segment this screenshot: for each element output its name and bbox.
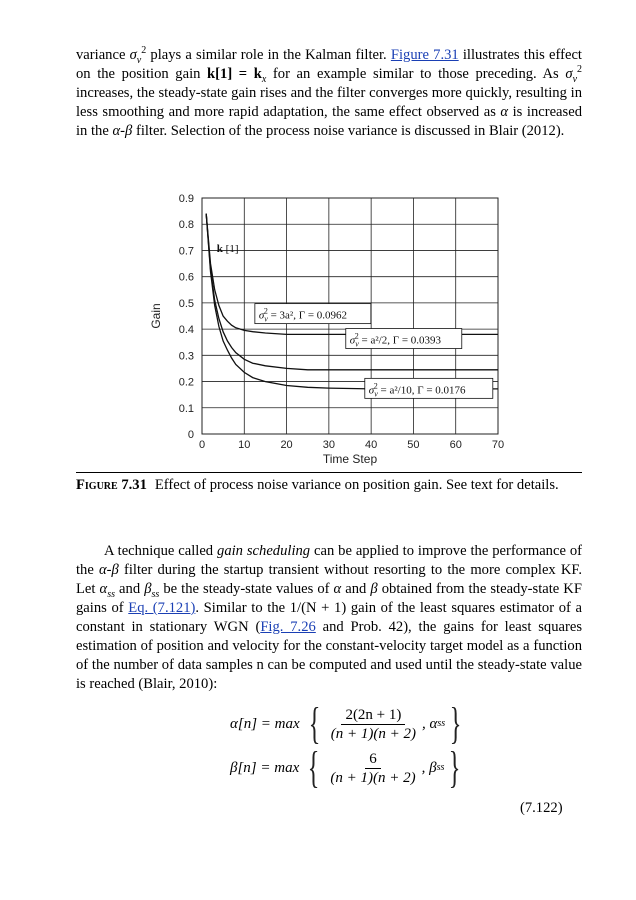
x-tick-label: 70: [491, 439, 505, 451]
subscript-ss: ss: [107, 588, 115, 600]
alpha-denominator: (n + 1)(n + 2): [330, 725, 417, 742]
y-tick-label: 0.9: [178, 193, 194, 205]
text-span: illustrates this effect on the position gain: [76, 47, 582, 82]
beta-symbol: β: [144, 581, 152, 597]
y-tick-label: 0.3: [178, 350, 194, 363]
text-span: for an example similar to those preceding. As: [272, 66, 559, 82]
term-gain-scheduling: gain scheduling: [217, 543, 311, 559]
text-span: obtained from the steady-state KF gains of: [76, 581, 582, 616]
alpha-symbol: α: [500, 104, 509, 120]
equation-beta: β[n] = max { $\frac{6}{(n + 1)(n + 2)}$ , β ss }: [230, 743, 461, 792]
y-tick-label: 0.1: [178, 402, 194, 415]
series-label-3: $\sigma_v2 = a^2/10$, Γ = 0.0176: [368, 381, 466, 399]
text-span: and: [119, 581, 141, 597]
alpha-numerator: 2(2n + 1): [341, 706, 405, 725]
chart-curves: [206, 214, 498, 389]
annotation-k1: k [1]: [216, 242, 239, 255]
x-tick-label: 20: [280, 439, 293, 451]
x-axis-label: Time Step: [322, 452, 378, 466]
caption-text: Effect of process noise variance on position gain. See text for details.: [154, 477, 559, 493]
gain-expression: k[1] = k: [207, 66, 262, 82]
y-tick-label: 0.6: [178, 271, 194, 284]
y-tick-label: 0: [187, 429, 194, 441]
x-tick-label: 0: [198, 439, 206, 451]
alpha-ss: , α: [422, 715, 438, 732]
text-span: be the steady-state values of: [163, 581, 330, 597]
beta-ss: , β: [421, 759, 437, 776]
x-tick-label: 40: [365, 439, 378, 451]
caption-rule: [76, 472, 582, 473]
caption-label: Figure 7.31: [76, 477, 147, 493]
x-tick-label: 10: [238, 439, 251, 451]
equation-link[interactable]: Eq. (7.121): [128, 600, 196, 616]
y-tick-label: 0.4: [178, 324, 194, 337]
y-tick-label: 0.5: [178, 297, 194, 310]
text-span: can be applied to improve the performance of the: [76, 543, 582, 578]
text-span: plays a similar role in the Kalman filter.: [150, 47, 387, 63]
figure-caption: [76, 476, 582, 495]
x-tick-label: 50: [407, 439, 420, 451]
text-span: . Similar to the 1/(N + 1) gain of the least squares estimator of a constant in stationary WGN (: [76, 600, 582, 635]
series-label-2: $\sigma_v2 = a^2/2$, Γ = 0.0393: [349, 331, 442, 349]
text-span: filter during the startup transient without resorting to the more complex KF. Let: [76, 562, 583, 597]
text-span: increases, the steady-state gain rises and the filter converges more quickly, resulting in less smoothing and more rapid adaptation, the same effect observed as: [76, 85, 582, 120]
equation-number: (7.122): [520, 800, 563, 816]
alpha-beta-symbol: α-β: [99, 562, 119, 578]
alpha-lhs: α[n] = max: [230, 715, 300, 732]
y-tick-label: 0.7: [178, 245, 194, 258]
x-tick-label: 30: [322, 439, 335, 451]
alpha-symbol: α: [99, 581, 108, 597]
text-span: and Prob. 42), the gains for least squares estimation of position and velocity for the constant-velocity target model as a function of the number of data samples n can be computed and used until the steady-state value is reached (Blair, 2010):: [76, 619, 583, 692]
text-span: A technique called: [104, 543, 214, 559]
gain-chart: [140, 188, 510, 470]
alpha-beta-symbol: α-β: [112, 123, 133, 139]
paragraph-gain-scheduling: A technique called gain scheduling can be applied to improve the performance of the α-β filter during the startup transient without resorting to the more complex KF. Let $\alpha_{ss}$ and $\beta_{ss}$ be the steady-state values of α and β obtained from the steady-state KF gains of Eq. (7.121). Similar to the 1/(N + 1) gain of the least squares estimator of a constant in stationary WGN (Fig. 7.26 and Prob. 42), the gains for least squares estimation of position and velocity for the constant-velocity target model as a function of the number of data samples n can be computed and used until the steady-state value is reached (Blair, 2010):: [76, 543, 583, 692]
beta-numerator: 6: [365, 750, 381, 769]
series-label-1: $\sigma_v2 = 3a^2$, Γ = 0.0962: [258, 306, 348, 324]
figure-link[interactable]: Figure 7.31: [390, 47, 459, 63]
beta-lhs: β[n] = max: [230, 759, 300, 776]
text-span: variance: [76, 47, 126, 63]
text-span: filter. Selection of the process noise variance is discussed in Blair (2012).: [135, 123, 565, 139]
text-span: is increased in the: [76, 104, 582, 139]
chart-labels: [217, 243, 493, 399]
paragraph-intro: variance $\sigma_v^2$ plays a similar role in the Kalman filter. Figure 7.31 illustrates this effect on the position gain $k[1] = k_x$ for an example similar to those preceding. As $\sigma_v^2$ increases, the steady-state gain rises and the filter converges more quickly, resulting in less smoothing and more rapid adaptation, the same effect observed as α is increased in the α-β filter. Selection of the process noise variance is discussed in Blair (2012).: [76, 45, 583, 139]
y-tick-label: 0.8: [178, 219, 194, 232]
y-tick-label: 0.2: [178, 376, 194, 389]
y-axis-label: Gain: [149, 303, 163, 329]
beta-denominator: (n + 1)(n + 2): [330, 769, 416, 786]
figure-chart: [140, 188, 510, 470]
x-tick-label: 60: [449, 439, 462, 451]
equation-alpha: α[n] = max { $\frac{2(2n + 1)}{(n + 1)(n + 2)}$ , α ss }: [230, 699, 462, 748]
figure-link-7-26[interactable]: Fig. 7.26: [260, 619, 316, 635]
